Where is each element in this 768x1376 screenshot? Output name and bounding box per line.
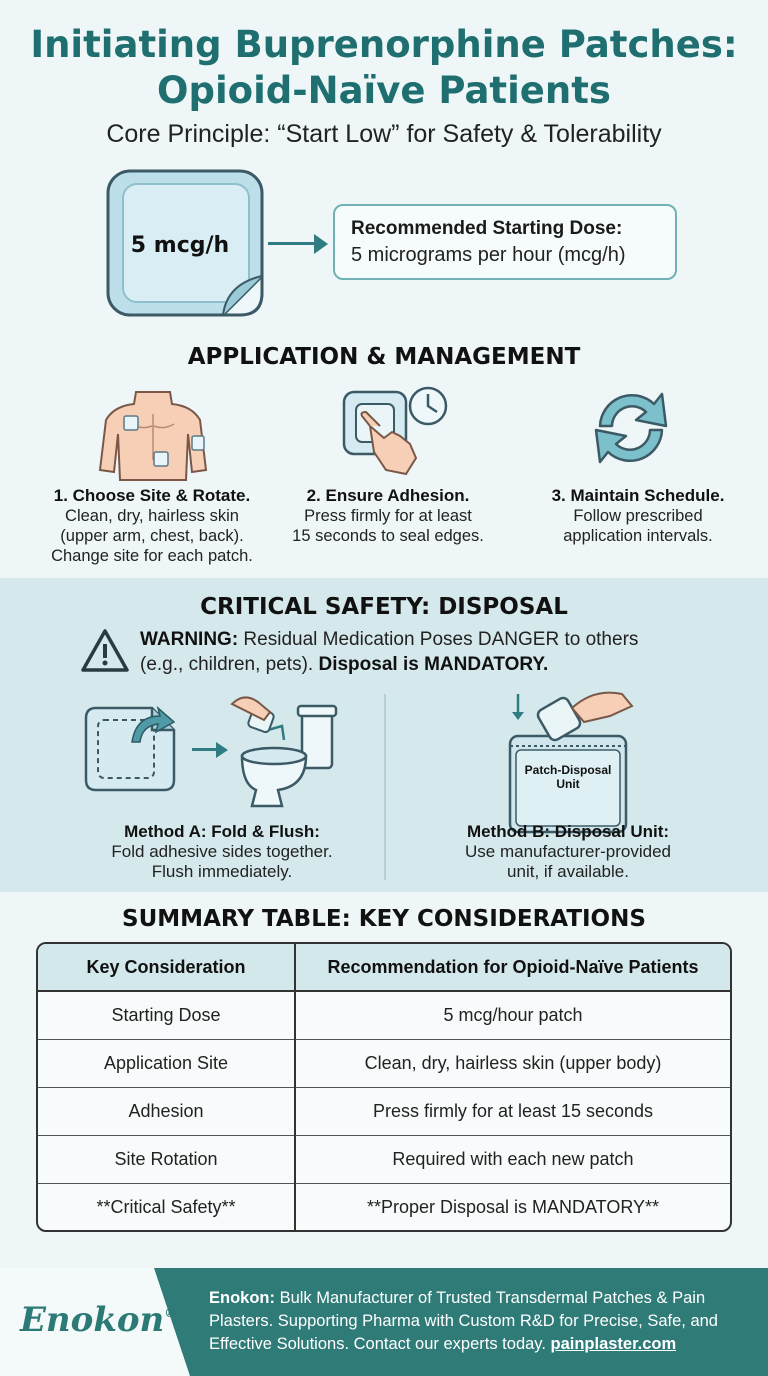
- table-cell: Site Rotation: [38, 1135, 295, 1183]
- warning-line-1: Residual Medication Poses DANGER to others: [238, 629, 639, 650]
- fold-patch-icon: [80, 694, 180, 799]
- disposal-unit-icon: [502, 688, 650, 841]
- starting-dose-box: [333, 204, 677, 280]
- method-b: [430, 822, 706, 882]
- step-maintain-schedule: [518, 486, 758, 546]
- footer-text: [209, 1287, 757, 1356]
- table-row: [38, 1183, 730, 1231]
- warning-text: [140, 627, 700, 677]
- application-heading: APPLICATION & MANAGEMENT: [187, 344, 581, 370]
- summary-table: [36, 942, 732, 1232]
- table-row: [38, 1135, 730, 1183]
- method-a: [84, 822, 360, 882]
- warning-mandatory: Disposal is MANDATORY.: [318, 654, 549, 675]
- table-cell: Starting Dose: [38, 991, 295, 1039]
- subtitle: Core Principle: “Start Low” for Safety & Tolerability: [106, 120, 662, 148]
- table-cell: Press firmly for at least 15 seconds: [295, 1087, 730, 1135]
- step-3-line-2: application intervals.: [563, 527, 713, 545]
- method-a-title: Method A: Fold & Flush:: [124, 822, 320, 841]
- footer-brand: Enokon:: [209, 1289, 275, 1307]
- methods-divider: [384, 694, 386, 880]
- step-2-title: 2. Ensure Adhesion.: [306, 486, 470, 505]
- table-cell: Required with each new patch: [295, 1135, 730, 1183]
- unit-label-1: Patch-Disposal: [524, 763, 612, 777]
- press-clock-icon: [340, 386, 450, 481]
- arrow-head-icon: [314, 234, 328, 254]
- column-header: Key Consideration: [38, 944, 295, 991]
- table-row: [38, 991, 730, 1039]
- dose-box-value: 5 micrograms per hour (mcg/h): [351, 244, 626, 266]
- step-1-title: 1. Choose Site & Rotate.: [53, 486, 251, 505]
- footer-description: Bulk Manufacturer of Trusted Transdermal Patches & Pain Plasters. Supporting Pharma with Custom R&D for Precise, Safe, and Effective Solutions. Contact our experts today.: [209, 1289, 718, 1353]
- warning-line-2: (e.g., children, pets).: [140, 654, 319, 675]
- unit-label-2: Unit: [556, 777, 580, 791]
- step-1-line-1: Clean, dry, hairless skin: [65, 507, 239, 525]
- step-1-line-2: (upper arm, chest, back).: [60, 527, 244, 545]
- method-b-line-2: unit, if available.: [507, 862, 629, 881]
- patch-icon: [105, 168, 265, 318]
- summary-heading: SUMMARY TABLE: KEY CONSIDERATIONS: [122, 906, 646, 932]
- registered-mark: ®: [164, 1306, 177, 1320]
- method-a-line-1: Fold adhesive sides together.: [111, 842, 333, 861]
- method-a-line-2: Flush immediately.: [151, 862, 293, 881]
- step-1-line-3: Change site for each patch.: [51, 547, 253, 565]
- warning-label: WARNING:: [140, 629, 239, 650]
- arrow-to-toilet-icon: [190, 740, 230, 765]
- step-3-line-1: Follow prescribed: [573, 507, 703, 525]
- step-2-line-2: 15 seconds to seal edges.: [292, 527, 484, 545]
- table-cell: Clean, dry, hairless skin (upper body): [295, 1039, 730, 1087]
- dose-box-title: Recommended Starting Dose:: [351, 218, 623, 239]
- disposal-heading: CRITICAL SAFETY: DISPOSAL: [200, 594, 568, 620]
- enokon-logo: [20, 1300, 176, 1340]
- table-row: [38, 1039, 730, 1087]
- footer-link[interactable]: painplaster.com: [550, 1335, 677, 1353]
- table-cell: **Critical Safety**: [38, 1183, 295, 1231]
- torso-patch-icon: [96, 390, 210, 487]
- title-line-2: Opioid-Naïve Patients: [157, 69, 611, 112]
- table-header-row: [38, 944, 730, 991]
- logo-text: Enokon: [20, 1300, 165, 1340]
- method-b-line-1: Use manufacturer-provided: [465, 842, 671, 861]
- patch-dose-label: 5 mcg/h: [130, 233, 230, 258]
- table-row: [38, 1087, 730, 1135]
- page-title: [0, 22, 768, 114]
- column-header: Recommendation for Opioid-Naïve Patients: [295, 944, 730, 991]
- arrow-right-icon: [268, 242, 320, 245]
- step-2-line-1: Press firmly for at least: [304, 507, 472, 525]
- toilet-flush-icon: [228, 690, 338, 813]
- table-cell: 5 mcg/hour patch: [443, 1004, 583, 1025]
- step-choose-site: [14, 486, 290, 566]
- table-cell: Application Site: [38, 1039, 295, 1087]
- table-cell: Adhesion: [38, 1087, 295, 1135]
- step-3-title: 3. Maintain Schedule.: [551, 486, 725, 505]
- rotate-arrows-icon: [586, 382, 676, 479]
- method-b-title: Method B: Disposal Unit:: [466, 822, 670, 841]
- warning-icon: [80, 628, 130, 679]
- title-line-1: Initiating Buprenorphine Patches:: [30, 23, 738, 66]
- step-ensure-adhesion: [270, 486, 506, 546]
- table-cell: **Proper Disposal is MANDATORY**: [295, 1183, 730, 1231]
